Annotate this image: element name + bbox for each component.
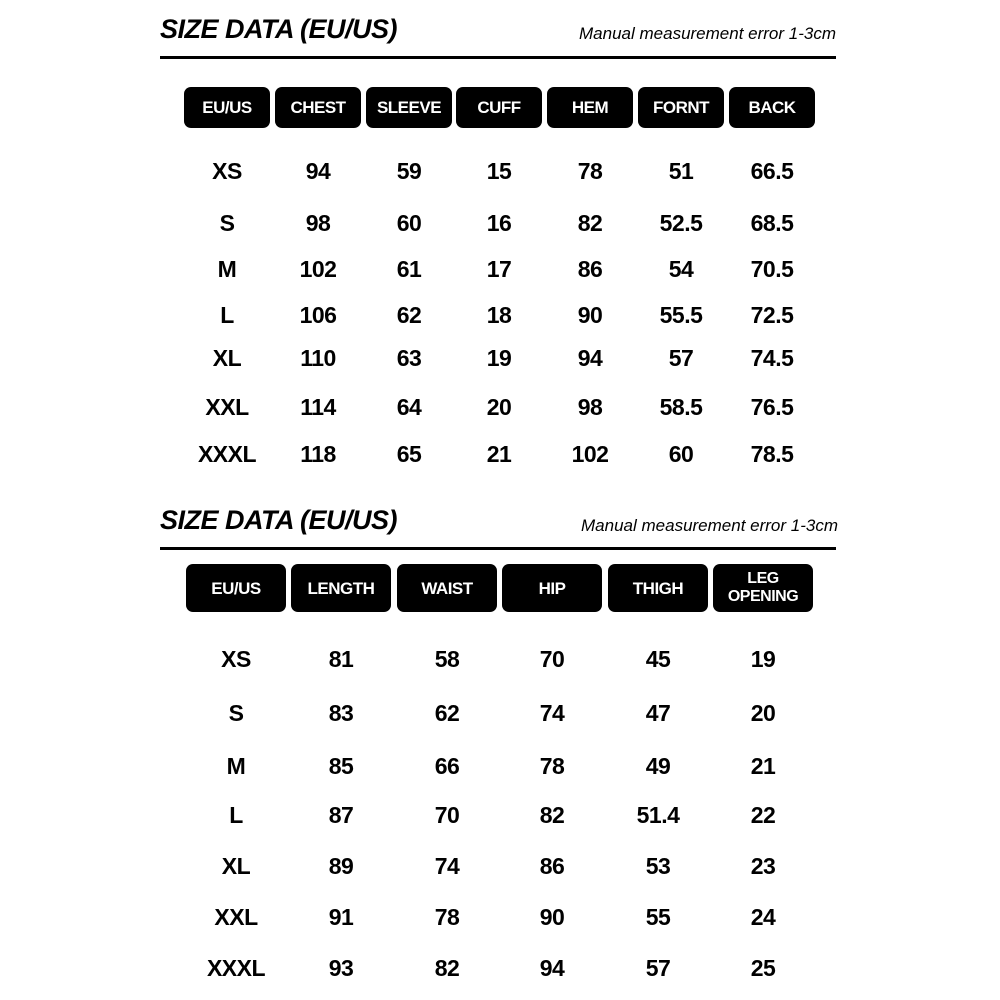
column-header-chest: CHEST <box>275 87 361 128</box>
size-label: M <box>226 753 246 779</box>
measurement-value: 54 <box>668 256 694 282</box>
measurement-value: 68.5 <box>750 210 794 236</box>
measurement-value: 86 <box>577 256 603 282</box>
column-header-hip: HIP <box>502 564 602 612</box>
column-header-eu-us: EU/US <box>184 87 270 128</box>
measurement-value: 98 <box>305 210 331 236</box>
column-header-fornt: FORNT <box>638 87 724 128</box>
column-header-back: BACK <box>729 87 815 128</box>
measurement-value: 16 <box>486 210 512 236</box>
measurement-value: 70 <box>434 802 460 828</box>
measurement-value: 82 <box>434 955 460 981</box>
measurement-value: 45 <box>645 646 671 672</box>
measurement-value: 102 <box>299 256 337 282</box>
column-header-waist: WAIST <box>397 564 497 612</box>
column-header-sleeve: SLEEVE <box>366 87 452 128</box>
measurement-value: 25 <box>750 955 776 981</box>
measurement-value: 47 <box>645 700 671 726</box>
size-label: S <box>219 210 235 236</box>
measurement-value: 15 <box>486 158 512 184</box>
measurement-value: 66.5 <box>750 158 794 184</box>
measurement-value: 64 <box>396 394 422 420</box>
measurement-value: 110 <box>300 345 336 371</box>
measurement-value: 21 <box>486 441 512 467</box>
measurement-value: 82 <box>539 802 565 828</box>
measurement-value: 81 <box>328 646 354 672</box>
measurement-value: 91 <box>328 904 354 930</box>
size-label: XXL <box>214 904 258 930</box>
size-label: XS <box>212 158 242 184</box>
measurement-value: 74.5 <box>750 345 794 371</box>
measurement-value: 17 <box>486 256 512 282</box>
size-label: XXL <box>205 394 249 420</box>
size-label: XL <box>212 345 242 371</box>
measurement-value: 19 <box>486 345 512 371</box>
measurement-value: 24 <box>750 904 776 930</box>
measurement-value: 51 <box>668 158 694 184</box>
measurement-value: 70 <box>539 646 565 672</box>
measurement-value: 78 <box>577 158 603 184</box>
measurement-value: 59 <box>396 158 422 184</box>
measurement-value: 86 <box>539 853 565 879</box>
measurement-value: 90 <box>577 302 603 328</box>
size-label: XS <box>221 646 251 672</box>
section-title: SIZE DATA (EU/US) <box>160 505 397 535</box>
measurement-value: 72.5 <box>750 302 794 328</box>
size-label: XXXL <box>206 955 266 981</box>
measurement-value: 63 <box>396 345 422 371</box>
measurement-value: 57 <box>645 955 671 981</box>
measurement-value: 118 <box>300 441 336 467</box>
size-label: L <box>220 302 234 328</box>
measurement-value: 82 <box>577 210 603 236</box>
measurement-value: 60 <box>668 441 694 467</box>
measurement-value: 94 <box>539 955 565 981</box>
measurement-value: 53 <box>645 853 671 879</box>
measurement-value: 76.5 <box>750 394 794 420</box>
measurement-value: 61 <box>396 256 422 282</box>
measurement-value: 94 <box>305 158 331 184</box>
column-header-thigh: THIGH <box>608 564 708 612</box>
measurement-value: 74 <box>434 853 460 879</box>
measurement-value: 52.5 <box>659 210 703 236</box>
size-label: XXXL <box>197 441 257 467</box>
measurement-value: 93 <box>328 955 354 981</box>
measurement-value: 65 <box>396 441 422 467</box>
measurement-value: 78 <box>434 904 460 930</box>
measurement-value: 58.5 <box>659 394 703 420</box>
column-header-length: LENGTH <box>291 564 391 612</box>
measurement-value: 78.5 <box>750 441 794 467</box>
measurement-value: 78 <box>539 753 565 779</box>
column-header-eu-us: EU/US <box>186 564 286 612</box>
measurement-value: 20 <box>486 394 512 420</box>
measurement-value: 55.5 <box>659 302 703 328</box>
column-header-hem: HEM <box>547 87 633 128</box>
measurement-value: 106 <box>299 302 337 328</box>
measurement-value: 87 <box>328 802 354 828</box>
measurement-value: 57 <box>668 345 694 371</box>
column-header-cuff: CUFF <box>456 87 542 128</box>
measurement-value: 85 <box>328 753 354 779</box>
measurement-value: 23 <box>750 853 776 879</box>
measurement-value: 102 <box>571 441 609 467</box>
measurement-value: 70.5 <box>750 256 794 282</box>
measurement-value: 74 <box>539 700 565 726</box>
title-divider <box>160 547 836 550</box>
measurement-value: 89 <box>328 853 354 879</box>
size-label: L <box>229 802 243 828</box>
measurement-value: 62 <box>434 700 460 726</box>
measurement-value: 98 <box>577 394 603 420</box>
measurement-value: 49 <box>645 753 671 779</box>
measurement-value: 18 <box>486 302 512 328</box>
measurement-value: 83 <box>328 700 354 726</box>
size-label: M <box>217 256 237 282</box>
measurement-value: 51.4 <box>636 802 680 828</box>
size-label: XL <box>221 853 251 879</box>
measurement-note: Manual measurement error 1-3cm <box>579 24 836 43</box>
measurement-value: 19 <box>750 646 776 672</box>
measurement-value: 90 <box>539 904 565 930</box>
measurement-value: 21 <box>750 753 776 779</box>
measurement-note: Manual measurement error 1-3cm <box>581 516 838 535</box>
measurement-value: 66 <box>434 753 460 779</box>
measurement-value: 62 <box>396 302 422 328</box>
measurement-value: 60 <box>396 210 422 236</box>
measurement-value: 55 <box>645 904 671 930</box>
measurement-value: 94 <box>577 345 603 371</box>
size-label: S <box>228 700 244 726</box>
measurement-value: 20 <box>750 700 776 726</box>
section-title: SIZE DATA (EU/US) <box>160 14 397 44</box>
measurement-value: 58 <box>434 646 460 672</box>
measurement-value: 22 <box>750 802 776 828</box>
measurement-value: 114 <box>300 394 336 420</box>
column-header-leg-opening: LEG OPENING <box>713 564 813 612</box>
